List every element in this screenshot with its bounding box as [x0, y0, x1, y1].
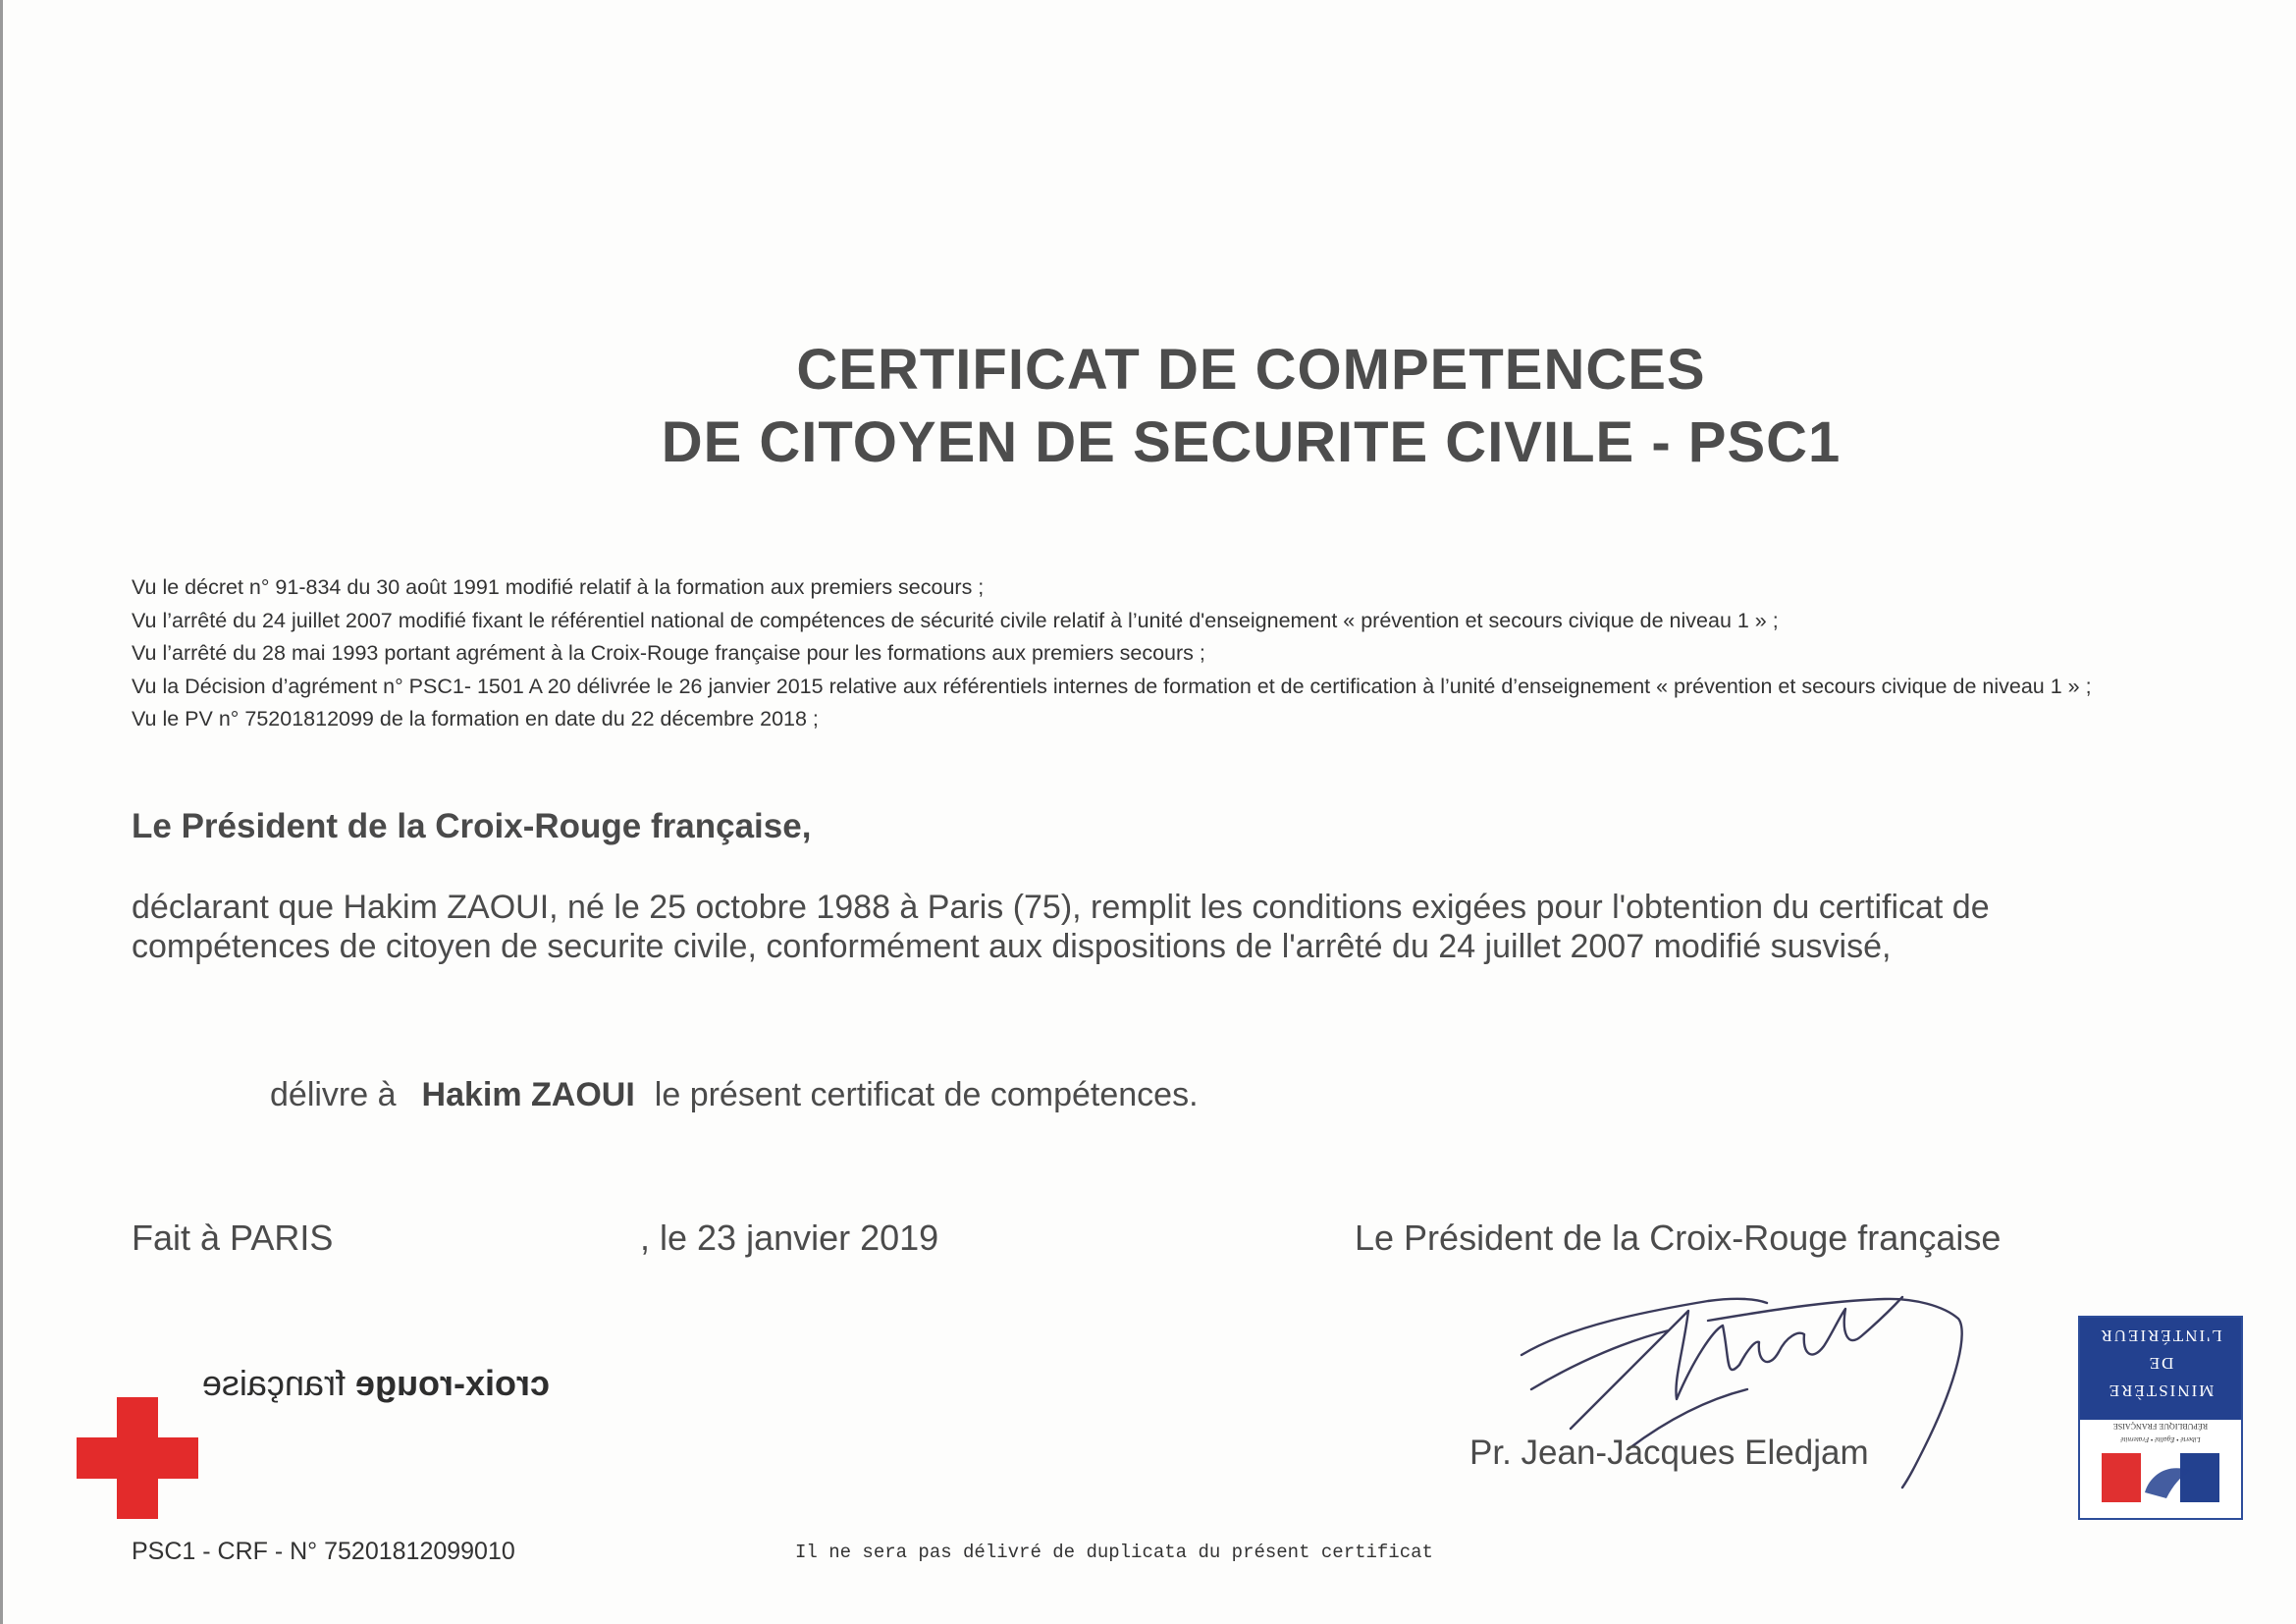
- ministry-line-2: DE: [2147, 1354, 2174, 1373]
- red-cross-logo-icon: [77, 1397, 198, 1519]
- signatory-title: Le Président de la Croix-Rouge française: [1355, 1218, 2002, 1258]
- ministry-logo: [2078, 1316, 2243, 1520]
- delivery-statement: [270, 1076, 1199, 1114]
- legal-references: [132, 571, 2092, 736]
- place: Fait à PARIS: [132, 1218, 334, 1258]
- signatory-name: Pr. Jean-Jacques Eledjam: [1469, 1434, 1869, 1472]
- delivery-prefix: délivre à: [270, 1076, 397, 1113]
- declaration-line-2: compétences de citoyen de securite civile, conformément aux dispositions de l'arrêté du 24 juillet 2007 modifié susvisé,: [132, 928, 1892, 965]
- marianne-icon: [2102, 1453, 2219, 1502]
- president-heading: Le Président de la Croix-Rouge française,: [132, 807, 812, 845]
- legal-reference: Vu le décret n° 91-834 du 30 août 1991 modifié relatif à la formation aux premiers secours ;: [132, 575, 985, 599]
- ministry-motto: Liberté • Égalité • Fraternité: [2120, 1435, 2201, 1443]
- title-line-1: CERTIFICAT DE COMPETENCES: [796, 338, 1706, 402]
- duplicate-notice: Il ne sera pas délivré de duplicata du présent certificat: [795, 1542, 1433, 1563]
- declaration-line-1: déclarant que Hakim ZAOUI, né le 25 octobre 1988 à Paris (75), remplit les conditions exigées pour l'obtention du certificat de: [132, 889, 1990, 926]
- ministry-line-1: MINISTÈRE: [2107, 1381, 2215, 1400]
- croix-rouge-wordmark-mirrored: [202, 1363, 550, 1404]
- ministry-republic: RÉPUBLIQUE FRANÇAISE: [2112, 1422, 2209, 1431]
- certificate-reference: PSC1 - CRF - N° 75201812099010: [132, 1538, 515, 1565]
- legal-reference: Vu l’arrêté du 28 mai 1993 portant agrément à la Croix-Rouge française pour les formations aux premiers secours ;: [132, 641, 1205, 665]
- issue-date: , le 23 janvier 2019: [640, 1218, 939, 1258]
- title-line-2: DE CITOYEN DE SECURITE CIVILE - PSC1: [661, 410, 1842, 474]
- certificate-title: [0, 334, 2296, 479]
- wordmark-bold: croix-rouge: [354, 1363, 550, 1403]
- delivery-suffix: le présent certificat de compétences.: [654, 1076, 1199, 1113]
- recipient-name: Hakim ZAOUI: [421, 1076, 635, 1113]
- wordmark-regular: française: [201, 1363, 355, 1403]
- scan-edge: [0, 0, 3, 1624]
- ministry-line-3: L'INTÉRIEUR: [2099, 1326, 2222, 1345]
- legal-reference: Vu la Décision d’agrément n° PSC1- 1501 A 20 délivrée le 26 janvier 2015 relative aux référentiels internes de formation et de certification à l’unité d’enseignement « prévention et secours civique de niveau 1 » ;: [132, 674, 2092, 698]
- legal-reference: Vu l’arrêté du 24 juillet 2007 modifié fixant le référentiel national de compétences de sécurité civile relatif à l’unité d'enseignement « prévention et secours civique de niveau 1 » ;: [132, 608, 1779, 632]
- ministry-blue-block: [2080, 1318, 2241, 1420]
- declaration: [132, 888, 1990, 966]
- legal-reference: Vu le PV n° 75201812099 de la formation en date du 22 décembre 2018 ;: [132, 707, 819, 731]
